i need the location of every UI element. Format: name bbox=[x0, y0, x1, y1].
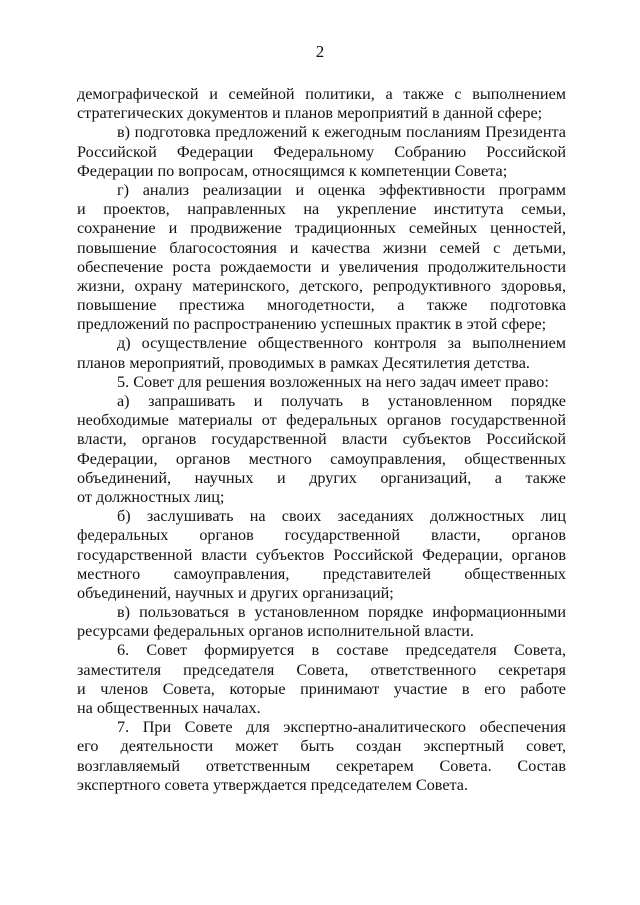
text-line: и членов Совета, которые принимают участие в его работе bbox=[77, 679, 566, 698]
text-line: стратегических документов и планов мероприятий в данной сфере; bbox=[77, 104, 543, 123]
paragraph bbox=[77, 641, 566, 718]
text-line: от должностных лиц; bbox=[77, 487, 225, 506]
text-line: повышение благосостояния и качества жизни семей с детьми, bbox=[77, 238, 566, 257]
text-line: в) пользоваться в установленном порядке информационными bbox=[117, 603, 566, 622]
text-line: жизни, охрану материнского, детского, репродуктивного здоровья, bbox=[77, 276, 566, 295]
text-line: обеспечение роста рождаемости и увеличения продолжительности bbox=[77, 257, 566, 276]
text-line: 5. Совет для решения возложенных на него задач имеет право: bbox=[117, 372, 549, 391]
text-line: Федерации по вопросам, относящимся к компетенции Совета; bbox=[77, 161, 508, 180]
text-line: 7. При Совете для экспертно-аналитического обеспечения bbox=[117, 718, 566, 737]
text-line: повышение престижа многодетности, а также подготовка bbox=[77, 296, 566, 315]
paragraph bbox=[77, 334, 566, 372]
text-line: в) подготовка предложений к ежегодным посланиям Президента bbox=[117, 123, 566, 142]
text-line: объединений, научных и других организаций, а также bbox=[77, 468, 566, 487]
text-line: федеральных органов государственной власти, органов bbox=[77, 526, 566, 545]
text-line: объединений, научных и других организаций; bbox=[77, 583, 394, 602]
text-line: и проектов, направленных на укрепление института семьи, bbox=[77, 200, 566, 219]
text-line: предложений по распространению успешных практик в этой сфере; bbox=[77, 315, 547, 334]
text-line: заместителя председателя Совета, ответственного секретаря bbox=[77, 660, 566, 679]
text-line: демографической и семейной политики, а также с выполнением bbox=[77, 85, 566, 103]
text-line: местного самоуправления, представителей общественных bbox=[77, 564, 566, 583]
text-line: а) запрашивать и получать в установленном порядке bbox=[117, 392, 566, 410]
paragraph bbox=[77, 85, 566, 123]
text-line: на общественных началах. bbox=[77, 699, 261, 717]
paragraph bbox=[77, 392, 566, 507]
text-line: 6. Совет формируется в составе председателя Совета, bbox=[117, 641, 566, 660]
text-line: власти, органов государственной власти субъектов Российской bbox=[77, 430, 566, 449]
paragraph bbox=[77, 181, 566, 335]
paragraph bbox=[77, 123, 566, 181]
text-line: г) анализ реализации и оценка эффективности программ bbox=[117, 180, 566, 199]
document-body bbox=[77, 85, 566, 795]
text-line: государственной власти субъектов Российской Федерации, органов bbox=[77, 545, 566, 564]
text-line: Российской Федерации Федеральному Собранию Российской bbox=[77, 142, 566, 161]
text-line: планов мероприятий, проводимых в рамках Десятилетия детства. bbox=[77, 353, 530, 372]
paragraph bbox=[77, 507, 566, 603]
text-line: б) заслушивать на своих заседаниях должностных лиц bbox=[117, 507, 566, 526]
paragraph bbox=[77, 603, 566, 641]
paragraph bbox=[77, 373, 566, 392]
paragraph bbox=[77, 718, 566, 795]
text-line: ресурсами федеральных органов исполнительной власти. bbox=[77, 622, 474, 641]
text-line: его деятельности может быть создан экспертный совет, bbox=[77, 737, 566, 756]
page-number: 2 bbox=[315, 42, 325, 61]
text-line: д) осуществление общественного контроля за выполнением bbox=[117, 334, 566, 353]
text-line: Федерации, органов местного самоуправления, общественных bbox=[77, 449, 566, 468]
text-line: необходимые материалы от федеральных органов государственной bbox=[77, 411, 566, 430]
text-line: экспертного совета утверждается председателем Совета. bbox=[77, 775, 469, 794]
text-line: возглавляемый ответственным секретарем Совета. Состав bbox=[77, 756, 566, 775]
text-line: сохранение и продвижение традиционных семейных ценностей, bbox=[77, 219, 566, 238]
